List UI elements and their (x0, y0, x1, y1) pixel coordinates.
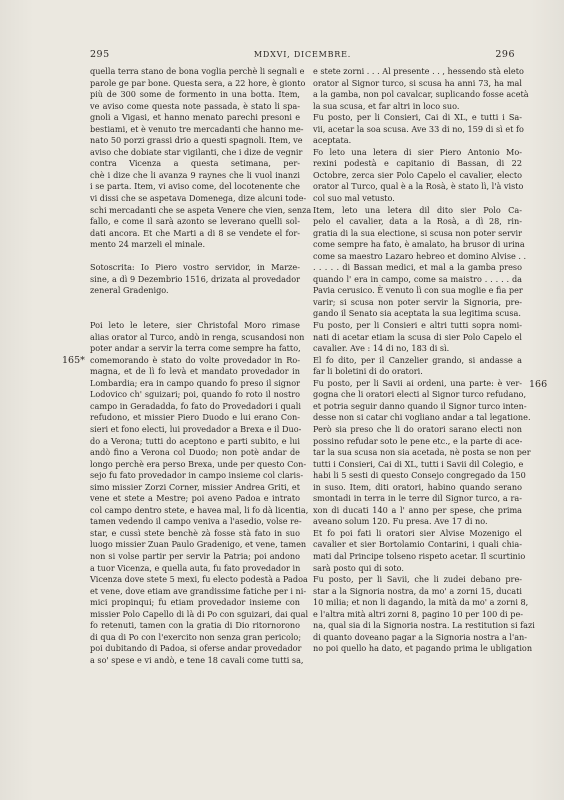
text-line: la sua scusa, et far altri in loco suo. (313, 100, 460, 111)
text-line: star a la Signoria nostra, da mo' a zorni 15, ducati (313, 585, 522, 596)
text-line: non si volse partir per servir la Patria; poi andono (90, 550, 300, 561)
text-line: sine, a dì 9 Dezembrio 1516, drizata al provedador (90, 273, 300, 284)
text-line: dati ancora. Et che Marti a di 8 se vendete el for- (90, 227, 300, 238)
blank-line (90, 308, 300, 320)
text-line: parole ge par bone. Questa sera, a 22 hore, è gionto (90, 77, 306, 88)
text-line: Et fo poi fati li oratori sier Alvise Mozenigo el (313, 527, 522, 538)
text-line: orator al Turco, qual è a la Rosà, è stato lì, l'à visto (313, 181, 524, 192)
text-line: di qua di Po con l'exercito non senza gran pericolo; (90, 631, 302, 642)
text-line: fallo, e come il sarà azonto se leverano quelli sol- (90, 216, 300, 227)
text-line: contra Vicenza a questa setimana, per- (90, 158, 300, 169)
text-line: sieri et fono electi, lui provedador a Brexa e il Duo- (90, 423, 302, 434)
text-line: gando il Senato sia aceptata la sua legitima scusa. (313, 308, 521, 319)
text-line: missier Polo Capello di là di Po con sguizari, dai qual (90, 608, 309, 619)
text-line: chè i dize che li avanza 9 raynes che li vuol inanzi (90, 169, 300, 180)
text-line: habi li 5 sesti di questo Consejo congregado da 150 (313, 470, 526, 481)
text-line: Fu posto, per li Savii ai ordeni, una parte: è ver- (313, 377, 522, 388)
text-line: poi dubitando di Padoa, si oferse andar provedador (90, 643, 302, 654)
text-line: schi mercadanti che se aspeta Venere che vien, senza (90, 204, 312, 215)
text-line: aviso che dobiate star vigilanti, che i dize de vegnir (90, 146, 303, 157)
text-line: Fu posto, per li Consieri e altri tutti sopra nomi- (313, 320, 522, 331)
text-line: alias orator al Turco, andò in renga, scusandosi non (90, 331, 305, 342)
text-line: cavalier et sier Bortolamio Contarini, i quali chia- (313, 539, 522, 550)
text-line: tutti i Consieri, Cai di XL, tutti i Savii dil Colegio, e (313, 458, 524, 469)
text-line: nato 50 porzi grassi drio a questi spagnoli. Item, ve (90, 135, 303, 146)
text-line: andò fino a Verona col Duodo; non potè andar de (90, 447, 300, 458)
text-line: no poi quello ha dato, et pagando prima le ubligation (313, 643, 533, 654)
text-line: Fu posto, per li Savii, che li zudei debano pre- (313, 574, 522, 585)
right-column (313, 66, 535, 655)
text-line: sejo fu fato provedador in campo insieme col claris- (90, 470, 304, 481)
text-line: Fo leto una letera di sier Piero Antonio Mo- (313, 146, 522, 157)
text-line: nati di acetar etiam la scusa di sier Polo Capelo el (313, 331, 522, 342)
text-line: gnoli a Vigasi, et hanno menato parechi presoni e (90, 112, 300, 123)
text-line: col campo dentro stete, e havea mal, li fo dà licentia, (90, 504, 309, 515)
text-line: Poi leto le letere, sier Christofal Moro rimase (90, 320, 300, 331)
text-line: bestiami, et è venuto tre mercadanti che hanno me- (90, 123, 304, 134)
text-line: refudono, et missier Piero Duodo e lui erano Con- (90, 412, 300, 423)
text-line: mento 24 marzeli el minale. (90, 239, 206, 250)
text-line: Però sia preso che li do oratori sarano electi non (313, 423, 522, 434)
text-line: pelo el cavalier, data a la Rosà, a dì 28, rin- (313, 216, 522, 227)
text-line: ve aviso come questa note passada, è stato li spa- (90, 100, 300, 111)
text-line: gratia di la sua electione, si scusa non poter servir (313, 227, 522, 238)
text-line: e l'altra mità altri zorni 8, pagino 10 per 100 di pe- (313, 608, 523, 619)
page-number-right: 296 (495, 49, 515, 60)
running-header (90, 49, 515, 63)
text-line: luogo missier Zuan Paulo Gradenigo, et vene, tamen (90, 539, 307, 550)
text-line: quella terra stano de bona voglia perchè li segnali e (90, 66, 305, 76)
text-line: di quanto doveano pagar a la Signoria nostra a l'an- (313, 631, 528, 642)
text-line: e stete zorni . . . Al presente . . , hessendo stà eleto (313, 66, 524, 76)
text-line: vene et stete a Mestre; poi aveno Padoa e intrato (90, 493, 300, 504)
text-line: Item, leto una letera dil dito sier Polo Ca- (313, 204, 522, 215)
text-line: rexini podestà e capitanio di Bassan, di 22 (313, 158, 522, 169)
text-line: et potria seguir danno quando il Signor turco inten- (313, 400, 527, 411)
margin-number-right: 166 (529, 379, 548, 390)
text-line: desse non si catar chi vogliano andar a tal legatione. (313, 412, 531, 423)
text-line: vi dissi che se aspetava Domenega, dize alcuni tode- (90, 193, 307, 204)
text-line: Fu posto, per li Consieri, Cai di XL, e tutti i Sa- (313, 112, 522, 123)
text-line: poter andar a servir la terra come sempre ha fatto, (90, 343, 301, 354)
text-line: come sa maestro Lazaro hebreo et domino Alvise . . (313, 250, 527, 261)
text-line: simo missier Zorzi Corner, missier Andrea Griti, et (90, 481, 300, 492)
text-line: a la gamba, non pol cavalcar, suplicando fosse acetà (313, 89, 529, 100)
text-line: aceptata. (313, 135, 352, 146)
margin-number-left: 165* (62, 355, 85, 366)
text-line: magna, et de lì fo levà et mandato provedador in (90, 366, 300, 377)
text-line: vii, acetar la soa scusa. Ave 33 di no, 159 di sì et fo (313, 123, 524, 134)
blank-line (90, 297, 300, 309)
text-line: Lodovico ch' sguizari; poi, quando fo roto il nostro (90, 389, 300, 400)
text-line: campo in Geradadda, fo fato do Provedadori i quali (90, 400, 301, 411)
text-line: tamen vedendo il campo veniva a l'asedio, volse re- (90, 516, 302, 527)
text-line: do a Verona; tutti do aceptono e parti subito, e lui (90, 435, 300, 446)
text-line: Pavia cerusico. È venuto lì con sua moglie e fia per (313, 285, 523, 296)
text-line: mati dal Principe tolseno rispeto acetar. Il scurtinio (313, 550, 526, 561)
text-line: zeneral Gradenigo. (90, 285, 169, 296)
text-line: a so' spese e vi andò, e tene 18 cavali come tutti sa, (90, 654, 304, 665)
text-line: cavalier. Ave : 14 di no, 183 di sì. (313, 343, 450, 354)
text-line: quando l' era in campo, come sa maistro . . . . . da (313, 273, 522, 284)
running-title: MDXVI, DICEMBRE. (253, 50, 352, 59)
text-line: più de 300 some de formento in una botta. Item, (90, 89, 300, 100)
text-line: in suso. Item, diti oratori, habino quando serano (313, 481, 522, 492)
text-line: varir; si scusa non poter servir la Signoria, pre- (313, 296, 522, 307)
text-line: . . . . . di Bassan medici, et mal a la gamba preso (313, 262, 522, 273)
text-line: orator al Signor turco, si scusa ha anni 73, ha mal (313, 77, 522, 88)
text-line: tar la sua scusa non sia acetada, nè posta se non per (313, 447, 531, 458)
page-number-left: 295 (90, 49, 110, 60)
text-line: col suo mal vetusto. (313, 193, 395, 204)
text-line: sarà posto qui di soto. (313, 562, 404, 573)
text-line: El fo dito, per il Canzelier grando, si andasse a (313, 354, 522, 365)
text-line: i se parta. Item, vi aviso come, del locotenente che (90, 181, 300, 192)
text-line: comemorando è stato do volte provedador in Ro- (90, 354, 300, 365)
text-line: gogna che li oratori electi al Signor turco refudano, (313, 389, 527, 400)
text-line: star, e cussì stete benchè zà fosse stà fato in suo (90, 527, 300, 538)
text-line: far li boletini di do oratori. (313, 366, 423, 377)
text-line: fo retenuti, tamen con la gratia di Dio ritornorono (90, 620, 300, 631)
text-line: mici propinqui; fu etiam provedador insieme con (90, 597, 300, 608)
text-line: na, qual sia di la Signoria nostra. La restitution si fazi (313, 620, 535, 631)
text-line: a tuor Vicenza, e quella auta, fu fato provedador in (90, 562, 301, 573)
text-line: Sotoscrita: Io Piero vostro servidor, in Marze- (90, 262, 300, 273)
text-line: longo perchè era perso Brexa, unde per questo Con- (90, 458, 307, 469)
text-line: xon di ducati 140 a l' anno per spese, che prima (313, 504, 522, 515)
text-line: come sempre ha fato, è amalato, ha brusor di urina (313, 239, 525, 250)
text-line: Vicenza dove stete 5 mexi, fu electo podestà a Padoa (90, 574, 308, 585)
text-line: aveano solum 120. Fu presa. Ave 17 di no. (313, 516, 488, 527)
text-line: possino refudar soto le pene etc., e la parte di ace- (313, 435, 523, 446)
blank-line (90, 251, 300, 263)
left-column (90, 66, 312, 666)
text-line: Octobre, zerca sier Polo Capelo el cavalier, electo (313, 169, 522, 180)
text-line: et vene, dove etiam ave grandissime fatiche per i ni- (90, 585, 307, 596)
text-line: Lombardia; era in campo quando fo preso il signor (90, 377, 300, 388)
text-line: smontadi in terra in le terre dil Signor turco, a ra- (313, 493, 522, 504)
text-line: 10 milia; et non li dagando, la mità da mo' a zorni 8, (313, 597, 529, 608)
